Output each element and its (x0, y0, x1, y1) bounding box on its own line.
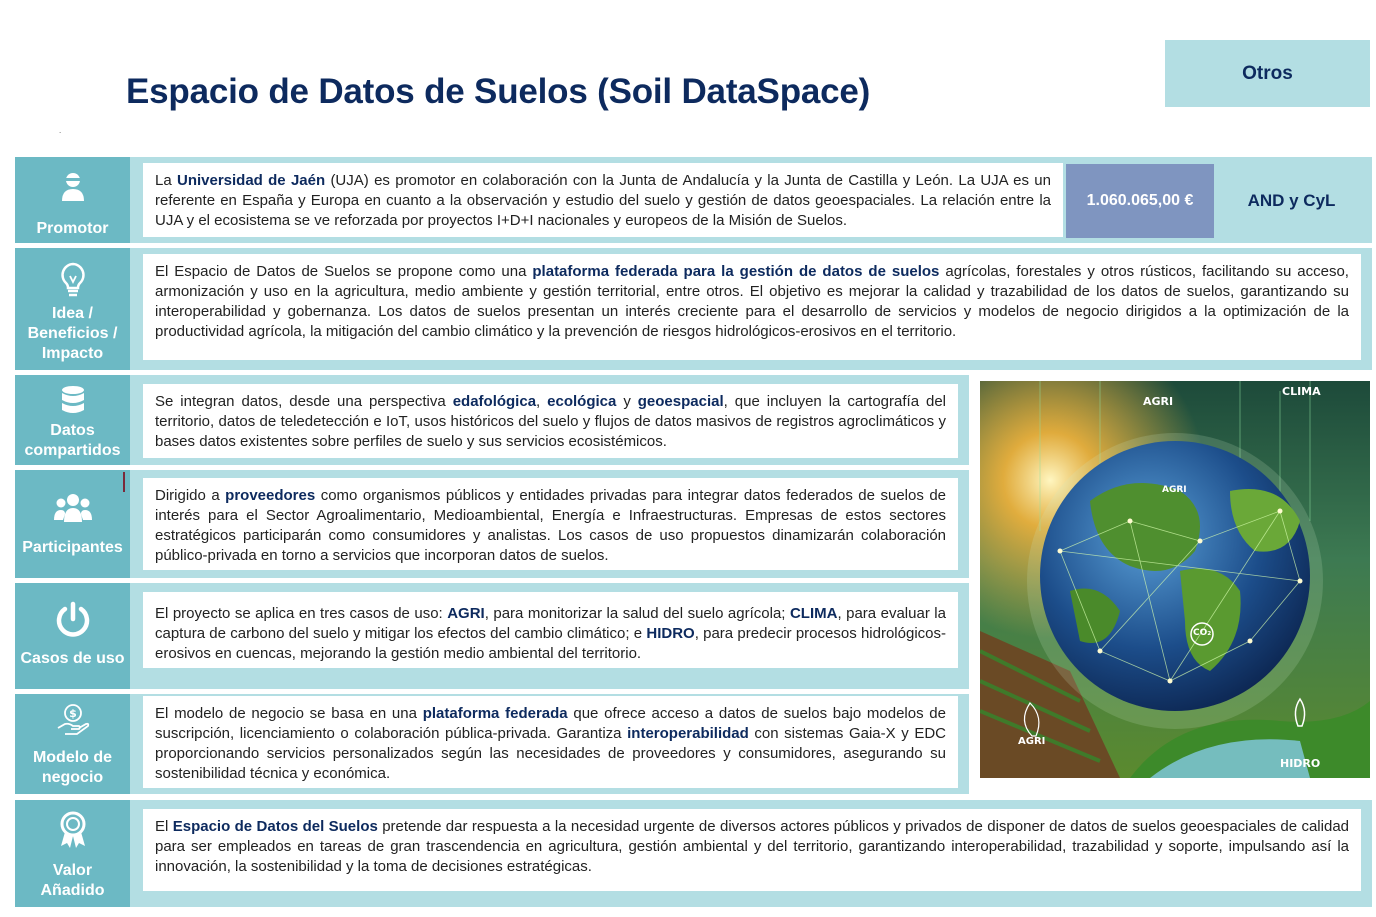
highlight-text: plataforma federada (422, 705, 568, 722)
section-text-casos (143, 592, 958, 668)
highlight-text: AGRI (447, 605, 485, 622)
body-text: Dirigido a (155, 487, 226, 504)
highlight-text: Espacio de Datos del Suelos (172, 818, 378, 835)
section-label-promotor: Promotor (15, 157, 130, 243)
body-text: El (155, 818, 173, 835)
group-icon (15, 492, 130, 524)
body-text: Se integran datos, desde una perspectiva (155, 393, 453, 410)
section-label-participantes: Participantes (15, 470, 130, 578)
section-label-modelo: $ Modelo de negocio (15, 694, 130, 794)
section-text-idea (143, 254, 1361, 360)
section-participantes (15, 470, 969, 578)
power-icon (15, 601, 130, 639)
page-title: Espacio de Datos de Suelos (Soil DataSpace) (126, 72, 871, 111)
body-text: , para evaluar la captura de carbono del suelo y mitigar los efectos del cambio climático; e (155, 605, 946, 642)
svg-text:$: $ (68, 707, 77, 720)
soil-earth-illustration (980, 381, 1370, 778)
section-label-valor: Valor Añadido (15, 800, 130, 907)
section-text-modelo (143, 696, 958, 788)
body-text: La (155, 172, 177, 189)
section-label-datos: Datos compartidos (15, 375, 130, 465)
highlight-text: geoespacial (637, 393, 724, 410)
art-label-agri-top: AGRI (1143, 395, 1174, 408)
section-label-casos: Casos de uso (15, 583, 130, 689)
highlight-text: interoperabilidad (627, 725, 749, 742)
body-text: como organismos públicos y entidades privadas para integrar datos federados de suelos de interés para el Sector Agroalimentario, Medioambiental, Energía e Infraestructuras. Empresas de estos sectores estratégicos participarán como consumidores y analistas. Los casos de uso propuestos dinamizarán colaboración público-privada en torno a servicios que incorporan datos de suelos. (155, 487, 947, 564)
section-text-promotor (143, 163, 1063, 237)
marker-line (123, 472, 125, 492)
body-text: con sistemas Gaia-X y EDC proporcionando servicios personalizados según las necesidades de proveedores y consumidores, asegurando su sostenibilidad técnica y económica. (155, 725, 946, 782)
money-hand-icon (15, 702, 130, 738)
art-label-agri-leaf: AGRI (1018, 736, 1046, 747)
body-text: El Espacio de Datos de Suelos se propone como una (155, 263, 533, 280)
body-text: El proyecto se aplica en tres casos de uso: (155, 605, 448, 622)
highlight-text: CLIMA (789, 605, 838, 622)
body-text: , para predecir procesos hidrológicos-erosivos en cuencas, mejorando la gestión medio ambiental del territorio. (155, 625, 946, 662)
section-casos (15, 583, 969, 689)
person-icon (15, 171, 130, 203)
section-text-datos (143, 384, 958, 458)
highlight-text: ecológica (547, 393, 617, 410)
budget-badge: 1.060.065,00 € (1066, 164, 1214, 238)
section-text-participantes (143, 478, 958, 570)
art-label-hidro: HIDRO (1280, 757, 1321, 770)
body-text: que ofrece acceso a datos de suelos bajo modelos de suscripción, licenciamiento o colaboración pública-privada. Garantiza (155, 705, 946, 742)
body-text: agrícolas, forestales y otros rústicos, facilitando su acceso, armonización y uso en la agricultura, medio ambiente y gestión territorial, entre otros. El objetivo es mejorar la calidad y trazabilidad de los datos de suelos, garantizando su interoperabilidad y gobernanza. Los datos de suelos presentan un interés creciente para el desarrollo de servicios y modelos de negocio dirigidos a la optimización de la productividad agrícola, la mitigación del cambio climático y la prevención de riesgos hidrológicos-erosivos en el territorio. (155, 263, 1349, 340)
database-icon (15, 385, 130, 419)
body-text: pretende dar respuesta a la necesidad urgente de diversos actores públicos y privados de disponer de datos de suelos geoespaciales de calidad para ser empleados en tareas de gran trascendencia en agricultura, gestión ambiental y del territorio, garantizando interoperabilidad, trazabilidad y soporte, impulsando así la innovación, la sostenibilidad y la toma de decisiones estratégicas. (155, 818, 1349, 875)
art-label-co2: CO₂ (1193, 628, 1212, 638)
art-label-clima: CLIMA (1282, 385, 1321, 398)
highlight-text: Universidad de Jaén (176, 172, 326, 189)
body-text: , para monitorizar la salud del suelo agrícola; (484, 605, 790, 622)
art-label-agri-globe: AGRI (1162, 485, 1187, 495)
section-modelo (15, 694, 969, 794)
section-label-idea: Idea / Beneficios / Impacto (15, 248, 130, 370)
award-ribbon-icon (15, 810, 130, 850)
highlight-text: HIDRO (646, 625, 695, 642)
body-text: , que incluyen la cartografía del territorio, datos de teledetección e IoT, usos históricos del suelo y flujos de datos masivos de registros agroclimáticos y bases datos existentes sobre perfiles de suelo y sus servicios ecosistémicos. (155, 393, 946, 450)
lightbulb-icon (15, 262, 130, 298)
category-badge: Otros (1165, 40, 1370, 107)
section-text-valor (143, 809, 1361, 891)
stray-dot: . (59, 126, 62, 135)
body-text: y (616, 393, 638, 410)
section-idea (15, 248, 1372, 370)
highlight-text: plataforma federada para la gestión de datos de suelos (532, 263, 940, 280)
region-badge: AND y CyL (1220, 164, 1363, 238)
highlight-text: edafológica (452, 393, 537, 410)
section-valor (15, 800, 1372, 907)
body-text: (UJA) es promotor en colaboración con la Junta de Andalucía y la Junta de Castilla y León. La UJA es un referente en España y Europa en cuanto a la observación y estudio del suelo y gestión de datos geoespaciales. La relación entre la UJA y el ecosistema se ve reforzada por proyectos I+D+I nacionales y europeos de la Misión de Suelos. (155, 172, 1051, 229)
highlight-text: proveedores (225, 487, 316, 504)
body-text: El modelo de negocio se basa en una (155, 705, 423, 722)
section-datos (15, 375, 969, 465)
body-text: , (536, 393, 548, 410)
